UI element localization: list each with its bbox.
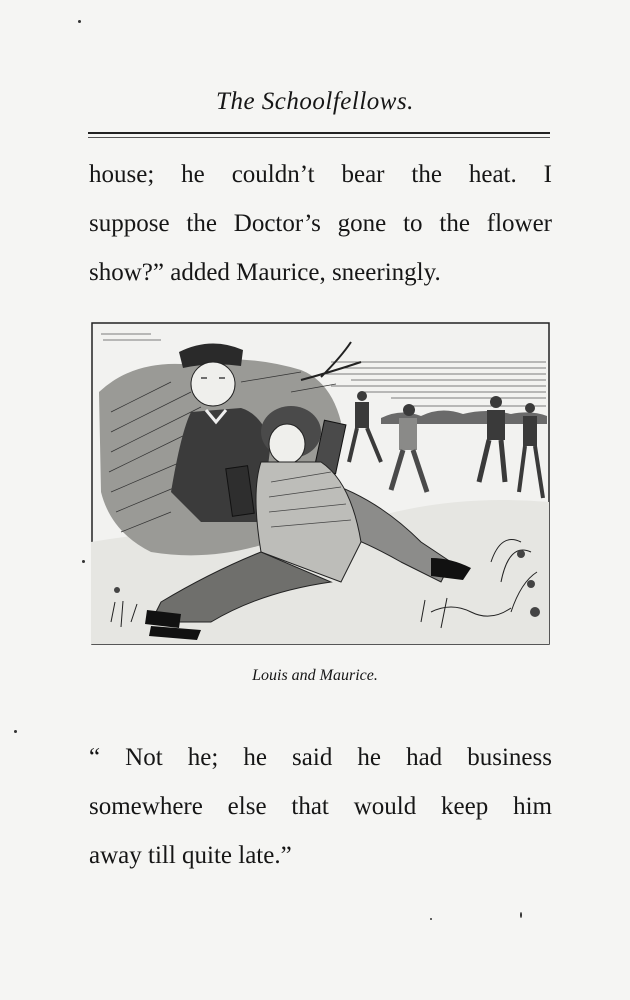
text-line: “ Not he; he said he had business: [89, 744, 552, 771]
header-rule: [88, 132, 550, 134]
text-line: house; he couldn’t bear the heat. I: [89, 161, 552, 188]
engraving-illustration: [91, 322, 550, 645]
illustration-caption: Louis and Maurice.: [252, 667, 378, 684]
running-head: The Schoolfellows.: [216, 88, 414, 115]
text-line: suppose the Doctor’s gone to the flower: [89, 210, 552, 237]
text-line: show?” added Maurice, sneeringly.: [89, 259, 441, 286]
text-line: away till quite late.”: [89, 842, 292, 869]
text-line: somewhere else that would keep him: [89, 793, 552, 820]
paragraph-bottom: [89, 733, 552, 880]
header-rule-thin: [88, 137, 550, 138]
paragraph-top: [89, 150, 552, 297]
